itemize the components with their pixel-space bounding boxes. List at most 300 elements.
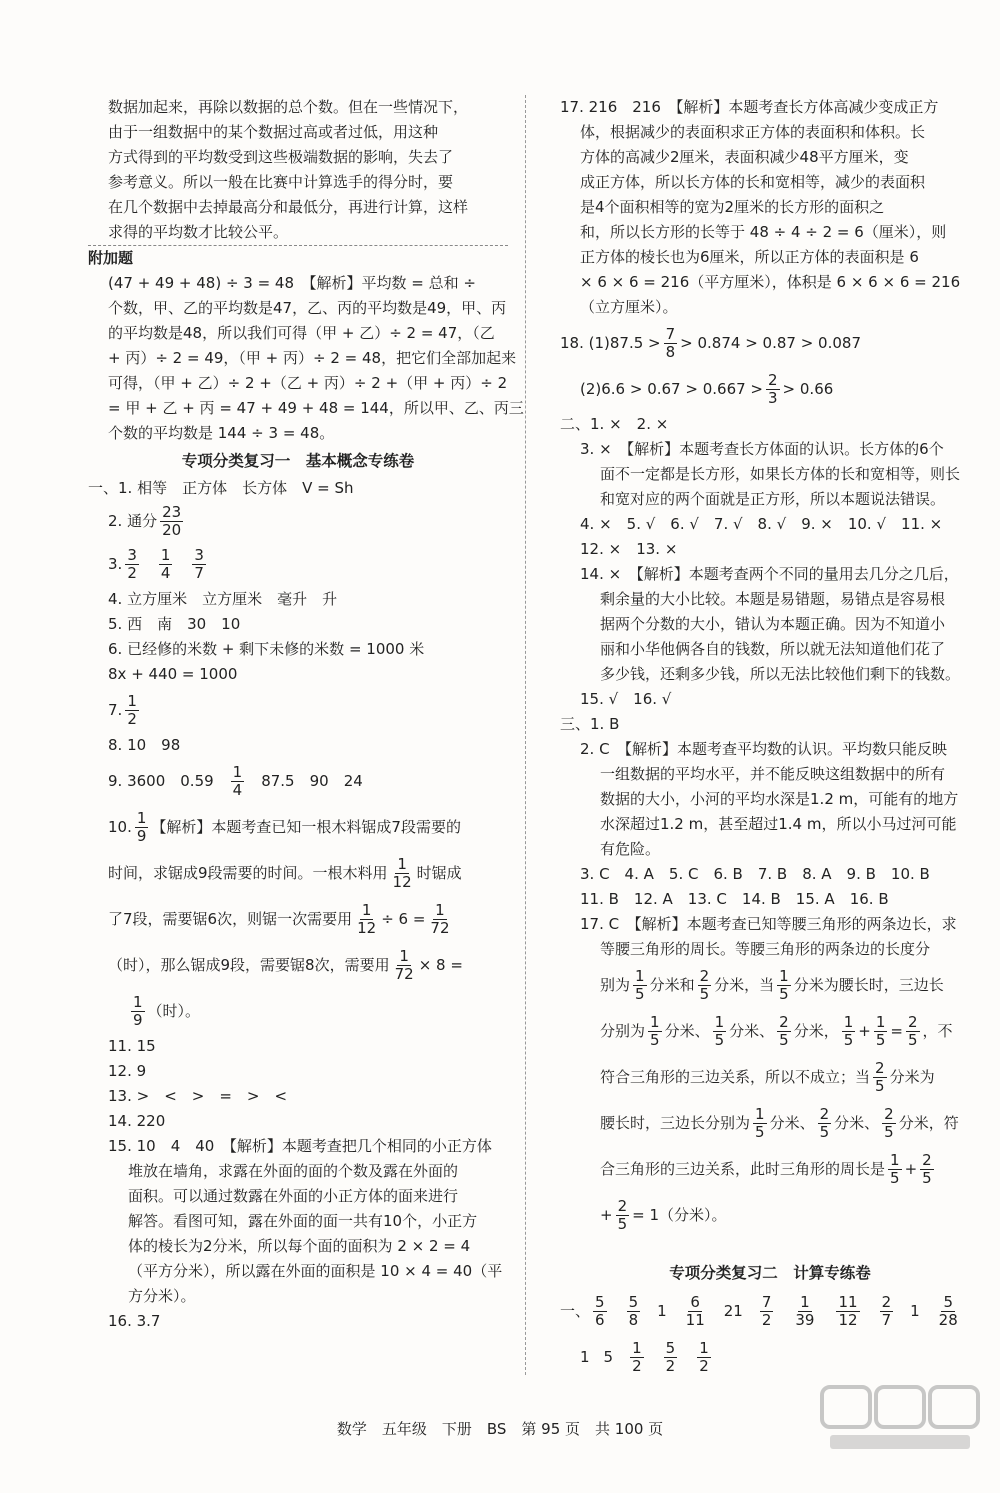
denominator: 39	[795, 1311, 815, 1329]
text-line	[88, 145, 508, 170]
section-title: 专项分类复习二 计算专练卷	[669, 1264, 871, 1282]
text: 多少钱，还剩多少钱，所以无法比较他们剩下的钱数。	[600, 665, 961, 683]
text: 了7段，需要锯6次，则锯一次需要用	[108, 910, 353, 928]
text: 分米为	[889, 1068, 935, 1086]
text-line	[560, 320, 980, 366]
text-line	[560, 245, 980, 270]
note-line: 求得的平均数才比较公平。	[108, 223, 289, 241]
fraction	[697, 1340, 711, 1375]
text-line	[88, 1184, 508, 1209]
text: （时），那么锯成9段，需要锯8次，需要用	[108, 956, 390, 974]
text-line	[88, 346, 517, 371]
text-line	[560, 862, 980, 887]
note-line: 数据加起来，再除以数据的总个数。但在一些情况下，	[108, 98, 469, 116]
fraction	[882, 1106, 896, 1141]
text: 分米，符	[898, 1114, 959, 1132]
text: 堆放在墙角，求露在外面的面的个数及露在外面的	[128, 1162, 459, 1180]
text-line	[88, 541, 508, 587]
fraction	[125, 693, 139, 728]
fraction	[777, 1014, 791, 1049]
denominator: 2	[127, 564, 137, 582]
text-line	[88, 271, 508, 296]
text: 分别为	[600, 1022, 646, 1040]
text: × 8 =	[418, 956, 463, 974]
text: 和，所以长方形的长等于 48 ÷ 4 ÷ 2 = 6（厘米），则	[580, 223, 947, 241]
numerator: 2	[819, 1105, 830, 1123]
fraction	[648, 1014, 662, 1049]
text: 17. 216 216 【解析】本题考查长方体高减少变成正方	[560, 98, 939, 116]
text: 7.	[108, 701, 123, 719]
denominator: 7	[194, 564, 204, 582]
text-line	[88, 1284, 508, 1309]
numerator: 5	[595, 1293, 605, 1311]
text: 11. B 12. A 13. C 14. B 15. A 16. B	[580, 890, 889, 908]
text-line	[88, 733, 508, 758]
text-line	[88, 612, 508, 637]
text: 面积。可以通过数露在外面的小正方体的面来进行	[128, 1187, 459, 1205]
denominator: 5	[755, 1123, 765, 1141]
text: 1	[580, 1348, 590, 1366]
numerator: 6	[690, 1293, 700, 1311]
text-line	[560, 562, 980, 587]
text-line	[560, 145, 980, 170]
denominator: 8	[628, 1311, 639, 1329]
text-line	[88, 942, 508, 988]
denominator: 5	[875, 1077, 885, 1095]
numerator: 1	[232, 763, 243, 781]
fraction	[684, 1294, 707, 1329]
fraction	[753, 1106, 767, 1141]
numerator: 2	[884, 1105, 894, 1123]
text: 4. 立方厘米 立方厘米 毫升 升	[108, 590, 338, 608]
text: 分米、	[769, 1114, 815, 1132]
numerator: 2	[779, 1013, 789, 1031]
fraction	[906, 1014, 920, 1049]
fraction	[818, 1106, 832, 1141]
text: 分米和	[649, 976, 695, 994]
note-line: 由于一组数据中的某个数据过高或者过低，用这种	[108, 123, 439, 141]
fraction	[393, 948, 416, 983]
numerator: 1	[632, 1339, 642, 1357]
text: +	[600, 1206, 613, 1224]
denominator: 4	[160, 564, 171, 582]
note-line: 方式得到的平均数受到这些极端数据的影响，失去了	[108, 148, 454, 166]
fraction	[874, 1014, 888, 1049]
denominator: 5	[922, 1169, 932, 1187]
text: 三、1. B	[560, 715, 620, 733]
extra-title-line	[88, 246, 508, 271]
text: (47 + 49 + 48) ÷ 3 = 48 【解析】平均数 = 总和 ÷	[108, 274, 476, 292]
text-line	[88, 1034, 508, 1059]
fraction	[777, 968, 791, 1003]
text: 5	[603, 1348, 614, 1366]
text: 个数，甲、乙的平均数是47，乙、丙的平均数是49，甲、丙	[108, 299, 507, 317]
text: 1	[910, 1302, 920, 1320]
text: 分米为腰长时，三边长	[793, 976, 944, 994]
denominator: 5	[779, 1031, 789, 1049]
text-line	[88, 220, 508, 245]
text: 一、1. 相等 正方体 长方体 V = Sh	[88, 479, 354, 497]
numerator: 1	[843, 1013, 854, 1031]
text: 14. × 【解析】本题考查两个不同的量用去几分之几后，	[580, 565, 959, 583]
text-line	[560, 195, 980, 220]
text-line	[88, 662, 508, 687]
text-line	[560, 1100, 980, 1146]
text: 13. > < > = > <	[108, 1087, 288, 1105]
text-line	[88, 637, 508, 662]
text-line	[88, 1209, 508, 1234]
text: 17. C 【解析】本题考查已知等腰三角形的两条边长，求	[580, 915, 957, 933]
text-line	[88, 896, 508, 942]
denominator: 20	[162, 521, 182, 539]
fraction	[842, 1014, 856, 1049]
numerator: 2	[907, 1013, 918, 1031]
text: × 6 × 6 = 216（平方厘米），体积是 6 × 6 × 6 = 216	[580, 273, 961, 291]
text: 体，根据减少的表面积求正方体的表面积和体积。长	[580, 123, 926, 141]
denominator: 5	[779, 985, 789, 1003]
fraction	[793, 1294, 816, 1329]
text-line	[560, 95, 980, 120]
denominator: 6	[595, 1311, 605, 1329]
denominator: 5	[699, 985, 710, 1003]
text: 2. 通分	[108, 512, 158, 530]
text: 和宽对应的两个面就是正方形，所以本题说法错误。	[600, 490, 946, 508]
numerator: 3	[194, 546, 204, 564]
note-line: 参考意义。所以一般在比赛中计算选手的得分时，要	[108, 173, 454, 191]
denominator: 2	[127, 710, 137, 728]
spacer-block	[560, 1238, 980, 1258]
text-line	[560, 687, 980, 712]
fraction	[880, 1294, 894, 1329]
denominator: 9	[133, 1011, 143, 1029]
text-line	[560, 512, 980, 537]
text: 时间，求锯成9段需要的时间。一根木料用	[108, 864, 388, 882]
denominator: 12	[392, 873, 412, 891]
denominator: 5	[819, 1123, 830, 1141]
denominator: 5	[875, 1031, 886, 1049]
text: 符合三角形的三边关系，所以不成立；当	[600, 1068, 871, 1086]
denominator: 5	[907, 1031, 918, 1049]
text: 15. 10 4 40 【解析】本题考查把几个相同的小正方体	[108, 1137, 492, 1155]
text: 14. 220	[108, 1112, 166, 1130]
note-line: 在几个数据中去掉最高分和最低分，再进行计算，这样	[108, 198, 469, 216]
numerator: 23	[162, 503, 182, 521]
numerator: 11	[838, 1293, 858, 1311]
fraction	[713, 1014, 727, 1049]
fraction	[135, 810, 149, 845]
text: 2. C 【解析】本题考查平均数的认识。平均数只能反映	[580, 740, 948, 758]
text: 时锯成	[416, 864, 462, 882]
text: +	[904, 1160, 918, 1178]
fraction	[664, 326, 678, 361]
text: 分米、	[834, 1114, 880, 1132]
text: 3. × 【解析】本题考查长方体面的认识。长方体的6个	[580, 440, 944, 458]
text-line	[88, 421, 508, 446]
text: 面不一定都是长方形，如果长方体的长和宽相等，则长	[600, 465, 961, 483]
numerator: 1	[160, 546, 171, 564]
text: =	[890, 1022, 903, 1040]
numerator: 1	[397, 855, 407, 873]
denominator: 28	[938, 1311, 958, 1329]
text-line	[560, 170, 980, 195]
text: 12. 9	[108, 1062, 147, 1080]
fraction	[888, 1152, 902, 1187]
numerator: 1	[714, 1013, 725, 1031]
text: 87.5 90 24	[261, 772, 363, 790]
text-line	[560, 366, 980, 412]
text: （时）。	[147, 1002, 201, 1020]
text: 10.	[108, 818, 132, 836]
text: 16. 3.7	[108, 1312, 161, 1330]
text-line	[560, 887, 980, 912]
text-line	[560, 295, 980, 320]
numerator: 2	[922, 1151, 932, 1169]
fraction	[131, 994, 145, 1029]
fraction	[593, 1294, 607, 1329]
text: 【解析】本题考查已知一根木料锯成7段需要的	[151, 818, 461, 836]
text: 合三角形的三边关系，此时三角形的周长是	[600, 1160, 886, 1178]
column-divider	[525, 95, 526, 1375]
numerator: 1	[779, 967, 789, 985]
text: + 丙）÷ 2 = 49，（甲 + 丙）÷ 2 = 48，把它们全部加起来	[108, 349, 517, 367]
numerator: 1	[399, 947, 409, 965]
text-line	[560, 1146, 980, 1192]
text: = 1（分米）。	[632, 1206, 727, 1224]
text-line	[88, 296, 508, 321]
denominator: 5	[884, 1123, 894, 1141]
numerator: 1	[755, 1105, 765, 1123]
text-line	[88, 1134, 508, 1159]
text-line	[88, 1059, 508, 1084]
text: 4. × 5. √ 6. √ 7. √ 8. √ 9. × 10. √ 11. ×	[580, 515, 943, 533]
text-line	[88, 1234, 508, 1259]
text-line	[88, 804, 508, 850]
text-line	[560, 637, 980, 662]
text: > 0.874 > 0.87 > 0.087	[680, 334, 861, 352]
fraction	[873, 1060, 887, 1095]
text-line	[88, 1084, 508, 1109]
fraction	[391, 856, 414, 891]
text: 3. C 4. A 5. C 6. B 7. B 8. A 9. B 10. B	[580, 865, 930, 883]
text: 一、	[560, 1302, 591, 1320]
text: 11. 15	[108, 1037, 156, 1055]
fraction	[355, 902, 378, 937]
text-line	[560, 662, 980, 687]
text-line	[560, 537, 980, 562]
denominator: 72	[430, 919, 450, 937]
denominator: 2	[699, 1357, 709, 1375]
text: 分米，当	[714, 976, 775, 994]
right-column	[560, 95, 980, 1380]
text: 解答。看图可知，露在外面的面一共有10个，小正方	[128, 1212, 478, 1230]
section-title: 专项分类复习一 基本概念专练卷	[181, 452, 415, 470]
text: 3.	[108, 555, 123, 573]
text-line	[88, 1309, 508, 1334]
text-line	[88, 758, 508, 804]
text-line	[88, 850, 508, 896]
text: 21	[723, 1302, 743, 1320]
fraction	[633, 968, 647, 1003]
denominator: 3	[768, 389, 778, 407]
text-line	[88, 1109, 508, 1134]
numerator: 2	[617, 1197, 628, 1215]
fraction	[428, 902, 451, 937]
extra-title: 附加题	[88, 249, 134, 267]
denominator: 5	[635, 985, 645, 1003]
numerator: 1	[435, 901, 445, 919]
text-line	[560, 270, 980, 295]
denominator: 7	[881, 1311, 892, 1329]
denominator: 5	[890, 1169, 900, 1187]
denominator: 8	[665, 343, 676, 361]
numerator: 5	[628, 1293, 639, 1311]
text: 别为	[600, 976, 631, 994]
text-line	[88, 396, 524, 421]
calc-row	[560, 1334, 980, 1380]
denominator: 5	[650, 1031, 660, 1049]
note-box	[88, 95, 508, 246]
watermark-logo	[820, 1383, 980, 1453]
text-line	[560, 1008, 980, 1054]
denominator: 11	[685, 1311, 705, 1329]
text: 据两个分数的大小，错认为本题正确。因为不知道小	[600, 615, 946, 633]
text-line	[560, 437, 980, 462]
fraction	[125, 547, 139, 582]
text-line	[88, 1159, 508, 1184]
text: 个数的平均数是 144 ÷ 3 = 48。	[108, 424, 335, 442]
text: 正方体的棱长也为6厘米，所以正方体的表面积是 6	[580, 248, 919, 266]
numerator: 1	[635, 967, 645, 985]
numerator: 1	[875, 1013, 886, 1031]
left-column	[88, 95, 524, 1334]
text: 6. 已经修的米数 + 剩下未修的米数 = 1000 米	[108, 640, 425, 658]
text: 分米、	[664, 1022, 710, 1040]
text-line	[88, 120, 508, 145]
text: 可得，（甲 + 乙）÷ 2 +（乙 + 丙）÷ 2 +（甲 + 丙）÷ 2	[108, 374, 508, 392]
fraction	[760, 1294, 774, 1329]
calc-row	[560, 1288, 980, 1334]
text: 的平均数是48，所以我们可得（甲 + 乙）÷ 2 = 47，（乙	[108, 324, 495, 342]
page-footer: 数学 五年级 下册 BS 第 95 页 共 100 页	[336, 1420, 664, 1438]
text: 有危险。	[600, 840, 661, 858]
text-line	[560, 912, 980, 937]
text: 8. 10 98	[108, 736, 181, 754]
denominator: 2	[761, 1311, 772, 1329]
denominator: 4	[232, 781, 243, 799]
text-line	[560, 1054, 980, 1100]
fraction	[664, 1340, 678, 1375]
text-line	[560, 762, 980, 787]
text-line	[560, 120, 980, 145]
text-line	[88, 476, 508, 501]
text-line	[88, 170, 508, 195]
fraction	[937, 1294, 960, 1329]
text: 9. 3600 0.59	[108, 772, 214, 790]
numerator: 2	[875, 1059, 885, 1077]
text: 一组数据的平均水平，并不能反映这组数据中的所有	[600, 765, 946, 783]
text-line	[560, 787, 980, 812]
text: > 0.66	[782, 380, 834, 398]
numerator: 1	[136, 809, 147, 827]
text: 1	[657, 1302, 667, 1320]
text-line	[560, 812, 980, 837]
text-line	[560, 937, 980, 962]
numerator: 5	[665, 1339, 676, 1357]
text: 剩余量的大小比较。本题是易错题，易错点是容易根	[600, 590, 946, 608]
numerator: 7	[761, 1293, 772, 1311]
fraction	[616, 1198, 630, 1233]
fraction	[192, 547, 206, 582]
text: 18. (1)87.5 >	[560, 334, 661, 352]
text: 数据的大小，小河的平均水深是1.2 m，可能有的地方	[600, 790, 959, 808]
text-line	[88, 195, 508, 220]
numerator: 1	[361, 901, 372, 919]
text: 分米，	[793, 1022, 839, 1040]
text: 是4个面积相等的宽为2厘米的长方形的面积之	[580, 198, 885, 216]
text: 等腰三角形的周长。等腰三角形的两条边的长度分	[600, 940, 931, 958]
denominator: 5	[617, 1215, 628, 1233]
text-line	[560, 487, 980, 512]
fraction	[698, 968, 712, 1003]
text: 8x + 440 = 1000	[108, 665, 238, 683]
denominator: 12	[357, 919, 377, 937]
text-line	[560, 712, 980, 737]
text-line	[560, 962, 980, 1008]
denominator: 2	[632, 1357, 642, 1375]
numerator: 1	[699, 1339, 709, 1357]
text: 5. 西 南 30 10	[108, 615, 241, 633]
numerator: 2	[881, 1293, 892, 1311]
numerator: 3	[127, 546, 137, 564]
text: 成正方体，所以长方体的长和宽相等，减少的表面积	[580, 173, 926, 191]
text-line	[560, 1192, 980, 1238]
numerator: 1	[127, 692, 137, 710]
text-line	[88, 687, 508, 733]
text-line	[560, 612, 980, 637]
text: +	[858, 1022, 871, 1040]
text: 水深超过1.2 m，甚至超过1.4 m，所以小马过河可能	[600, 815, 957, 833]
text: 分米、	[729, 1022, 775, 1040]
fraction	[766, 372, 780, 407]
numerator: 1	[890, 1151, 900, 1169]
text: ÷ 6 =	[381, 910, 426, 928]
numerator: 2	[768, 371, 778, 389]
numerator: 1	[800, 1293, 810, 1311]
fraction	[159, 547, 173, 582]
text: 体的棱长为2分米，所以每个面的面积为 2 × 2 = 4	[128, 1237, 471, 1255]
text-line	[88, 321, 508, 346]
text: 二、1. × 2. ×	[560, 415, 669, 433]
denominator: 9	[136, 827, 147, 845]
numerator: 1	[650, 1013, 660, 1031]
denominator: 5	[843, 1031, 854, 1049]
text: = 甲 + 乙 + 丙 = 47 + 49 + 48 = 144，所以甲、乙、丙三	[108, 399, 524, 417]
text: (2)6.6 > 0.67 > 0.667 >	[580, 380, 763, 398]
fraction	[920, 1152, 934, 1187]
fraction	[630, 1340, 644, 1375]
text-line	[560, 412, 980, 437]
numerator: 1	[133, 993, 143, 1011]
text: 12. × 13. ×	[580, 540, 678, 558]
denominator: 5	[714, 1031, 725, 1049]
fraction	[160, 504, 183, 539]
denominator: 2	[665, 1357, 676, 1375]
text: 15. √ 16. √	[580, 690, 672, 708]
numerator: 7	[665, 325, 676, 343]
text-line	[88, 1259, 508, 1284]
text-line	[88, 587, 508, 612]
text: 丽和小华他俩各自的钱数，所以就无法知道他们花了	[600, 640, 946, 658]
